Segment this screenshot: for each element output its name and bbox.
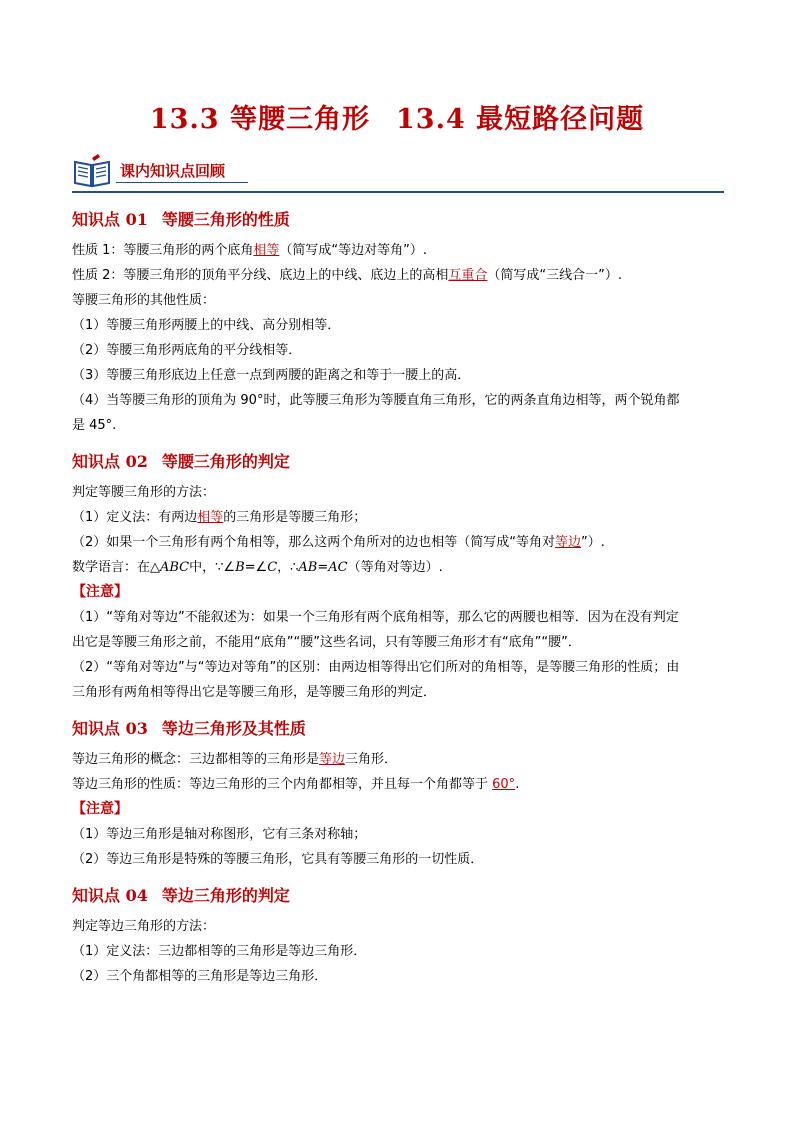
answer-highlight: 相等 <box>253 243 280 258</box>
section-heading-01 <box>72 208 724 232</box>
answer-highlight: 60° <box>492 777 516 792</box>
list-item: （3）等腰三角形底边上任意一点到两腰的距离之和等于一腰上的高． <box>72 368 471 383</box>
banner-underline <box>116 182 248 183</box>
text: ，∴ <box>277 560 299 575</box>
list-item: （4）当等腰三角形的顶角为 90°时，此等腰三角形为等腰直角三角形，它的两条直角边相等，两个锐角都 <box>72 393 680 408</box>
paragraph <box>72 263 724 288</box>
note-label: 【注意】 <box>72 801 128 817</box>
text: 三角形． <box>345 752 398 767</box>
heading-title: 等边三角形及其性质 <box>161 719 306 738</box>
text: 性质 1：等腰三角形的两个底角 <box>72 243 254 258</box>
math-var: ABC <box>160 560 190 575</box>
paragraph <box>72 238 724 263</box>
text: 数学语言：在△ <box>72 560 160 575</box>
list-item: （2）等腰三角形两底角的平分线相等． <box>72 343 302 358</box>
banner-label: 课内知识点回顾 <box>120 162 226 180</box>
divider-rule <box>72 191 724 193</box>
text: 中，∵∠ <box>189 560 236 575</box>
text: （简写成“三线合一”）. <box>487 268 623 283</box>
paragraph: 等腰三角形的其他性质： <box>72 293 216 308</box>
heading-number: 知识点 01 <box>72 210 148 229</box>
text: （1）定义法：有两边 <box>72 510 198 525</box>
list-item <box>72 530 724 555</box>
paragraph: 判定等腰三角形的方法： <box>72 485 216 500</box>
list-item: （1）等腰三角形两腰上的中线、高分别相等． <box>72 318 341 333</box>
math-var: C <box>267 560 278 575</box>
note-item: （2）“等角对等边”与“等边对等角”的区别：由两边相等得出它们所对的角相等，是等腰三角形的性质；由 <box>72 660 680 675</box>
note-item-continued: 三角形有两角相等得出它是等腰三角形，是等腰三角形的判定． <box>72 685 437 700</box>
answer-highlight: 互重合 <box>448 268 488 283</box>
heading-title: 等边三角形的判定 <box>161 886 290 905</box>
section-heading-03 <box>72 717 724 741</box>
text: （2）如果一个三角形有两个角相等，那么这两个角所对的边也相等（简写成“等角对 <box>72 535 556 550</box>
math-var: B <box>235 560 245 575</box>
list-item: （1）定义法：三边都相等的三角形是等边三角形． <box>72 944 367 959</box>
answer-highlight: 等边 <box>319 752 346 767</box>
note-item: （1）“等角对等边”不能叙述为：如果一个三角形有两个底角相等，那么它的两腰也相等．因为在没有判定 <box>72 610 679 625</box>
math-statement <box>72 555 724 580</box>
note-label: 【注意】 <box>72 584 128 600</box>
math-var: AC <box>328 560 348 575</box>
title-section-13-4: 13.4 最短路径问题 <box>396 104 645 135</box>
main-content <box>72 196 724 989</box>
note-item-continued: 出它是等腰三角形之前，不能用“底角”“腰”这些名词，只有等腰三角形才有“底角”“腰”． <box>72 635 581 650</box>
text: . <box>515 777 520 792</box>
heading-number: 知识点 04 <box>72 886 148 905</box>
note-item: （1）等边三角形是轴对称图形，它有三条对称轴； <box>72 827 367 842</box>
text: （简写成“等边对等角”）. <box>279 243 428 258</box>
note-item: （2）等边三角形是特殊的等腰三角形，它具有等腰三角形的一切性质． <box>72 852 484 867</box>
page-title <box>0 97 794 136</box>
open-book-icon <box>72 152 112 192</box>
text: 等边三角形的概念：三边都相等的三角形是 <box>72 752 320 767</box>
text: = <box>317 560 329 575</box>
heading-title: 等腰三角形的判定 <box>161 452 290 471</box>
text: 等边三角形的性质：等边三角形的三个内角都相等，并且每一个角都等于 <box>72 777 493 792</box>
heading-title: 等腰三角形的性质 <box>161 210 290 229</box>
paragraph <box>72 747 724 772</box>
paragraph: 判定等边三角形的方法： <box>72 919 216 934</box>
heading-number: 知识点 02 <box>72 452 148 471</box>
text: ”）. <box>581 535 605 550</box>
list-item-continued: 是 45°. <box>72 418 117 433</box>
text: （等角对等边）. <box>347 560 443 575</box>
section-heading-04 <box>72 884 724 908</box>
math-var: AB <box>298 560 318 575</box>
list-item <box>72 505 724 530</box>
text: 性质 2：等腰三角形的顶角平分线、底边上的中线、底边上的高相 <box>72 268 449 283</box>
section-banner <box>72 152 724 194</box>
paragraph <box>72 772 724 797</box>
title-section-13-3: 13.3 等腰三角形 <box>149 104 370 135</box>
text: 的三角形是等腰三角形； <box>223 510 367 525</box>
heading-number: 知识点 03 <box>72 719 148 738</box>
answer-highlight: 相等 <box>197 510 224 525</box>
text: =∠ <box>244 560 268 575</box>
list-item: （2）三个角都相等的三角形是等边三角形． <box>72 969 328 984</box>
section-heading-02 <box>72 450 724 474</box>
answer-highlight: 等边 <box>555 535 582 550</box>
